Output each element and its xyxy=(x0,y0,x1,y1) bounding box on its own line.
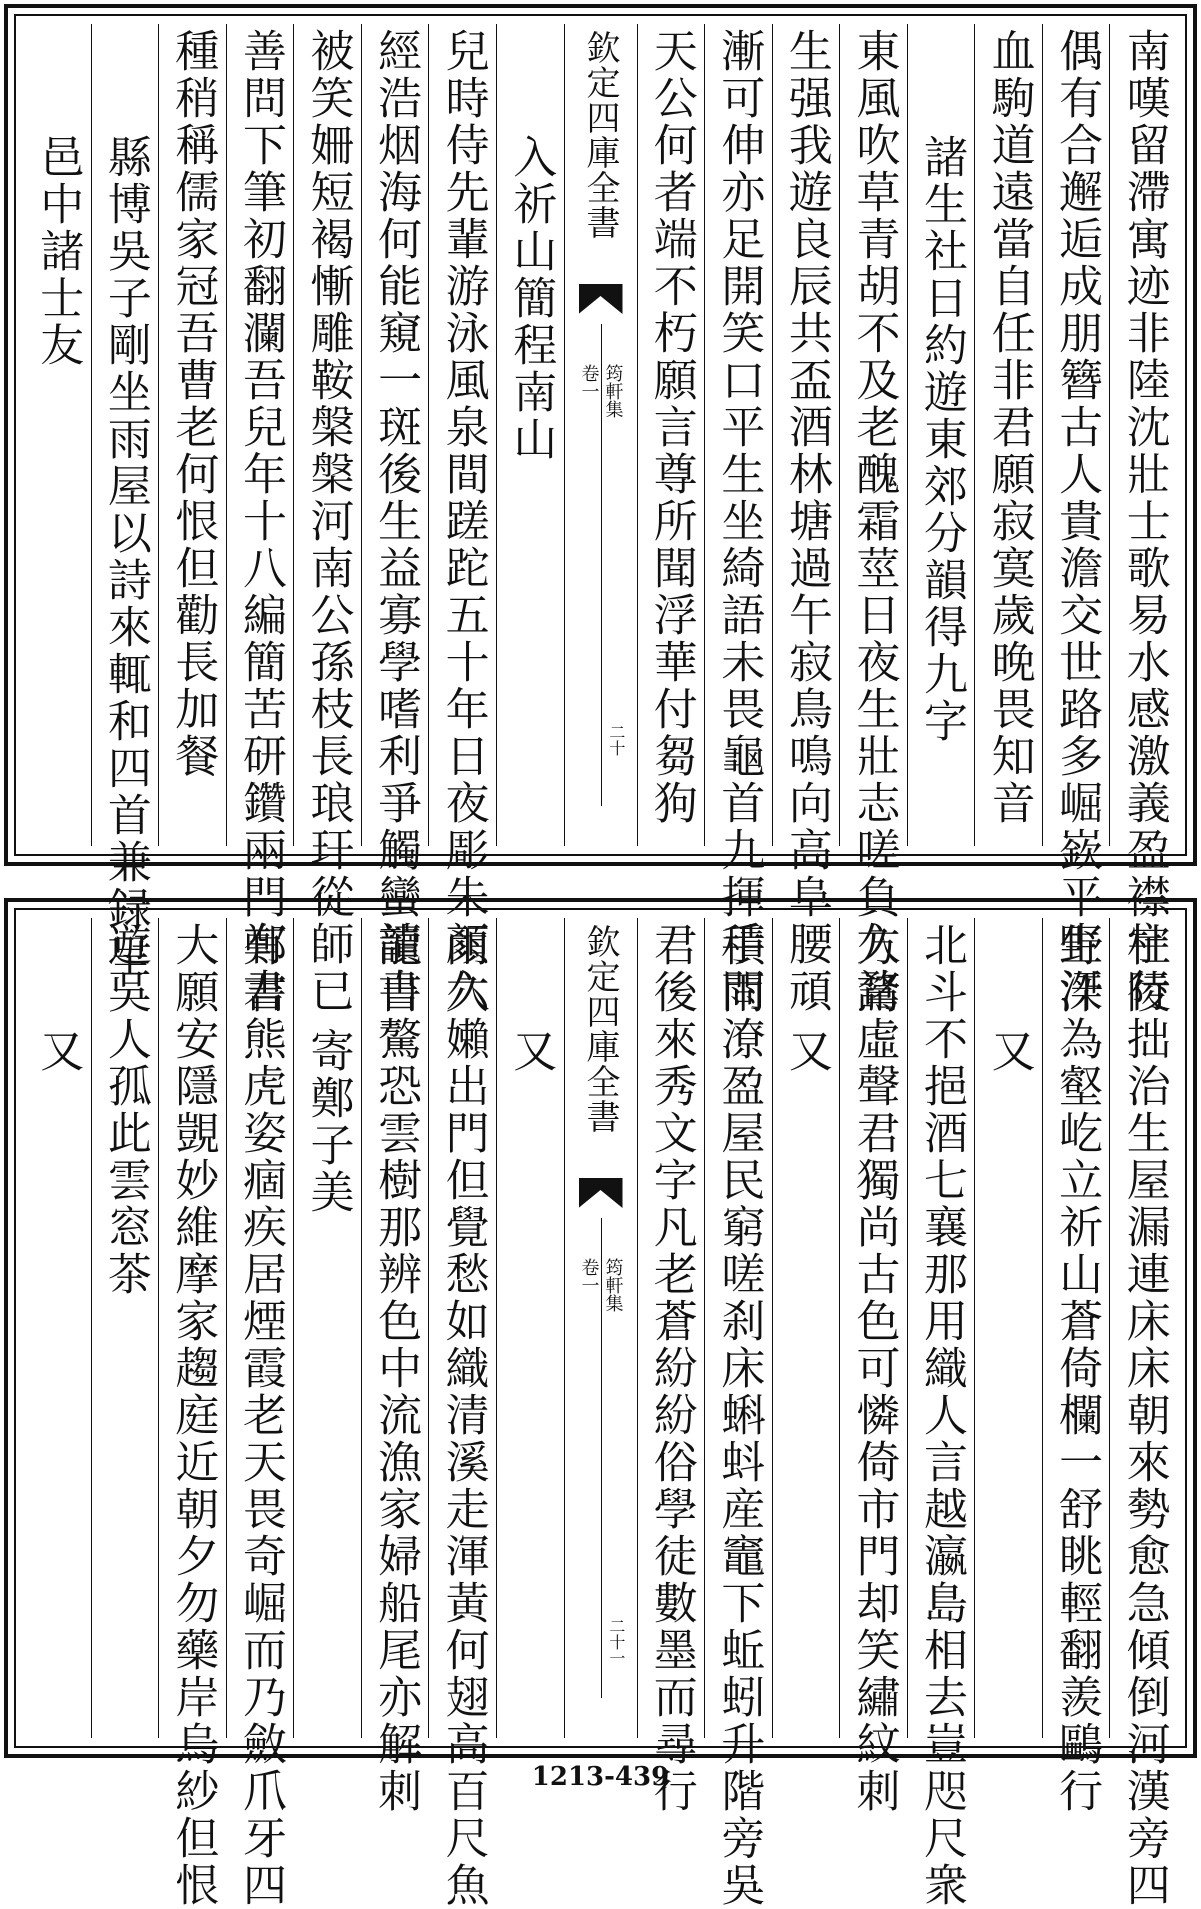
volume-label: 卷一 xyxy=(578,364,600,400)
column-text: 遊吳人孤此雲窓茶 xyxy=(99,922,151,1298)
column-text: 北斗不挹酒七襄那用織人言越瀛島相去豈咫尺衆 xyxy=(916,922,968,1909)
fish-tail-mark-icon xyxy=(579,284,623,314)
column-text: 大願安隱覬妙維摩家趨庭近朝夕勿藥岸烏紗但恨 xyxy=(167,922,219,1909)
column-text: 天公何者端不朽願言尊所聞浮華付芻狗 xyxy=(645,28,697,827)
column-text: 漸可伸亦足開笑口平生坐綺語未畏龜首九揮手問 xyxy=(713,28,765,1015)
column-text: 君後來秀文字凡老蒼紛紛俗學徒數墨而尋行 xyxy=(645,922,697,1815)
column-text: 又 xyxy=(983,1028,1035,1075)
top-page-frame xyxy=(4,4,1197,1015)
text-column xyxy=(974,24,1042,846)
volume-label: 卷一 xyxy=(578,1258,600,1294)
text-column xyxy=(1042,918,1110,1815)
column-text: 積雨潦盈屋民窮嗟刹床蝌蚪産竈下蚯蚓升階旁吳 xyxy=(713,922,765,1909)
text-column xyxy=(24,24,91,846)
text-column xyxy=(293,918,361,1738)
text-column xyxy=(496,918,564,1738)
text-column xyxy=(772,24,840,1015)
fish-tail-mark-icon xyxy=(579,1178,623,1208)
column-text: 又 xyxy=(505,1028,557,1075)
text-column xyxy=(839,918,907,1815)
text-column xyxy=(496,24,564,846)
column-text: 東風吹草青胡不及老醜霜莖日夜生壯志嗟負久諸 xyxy=(848,28,900,1015)
text-column xyxy=(91,918,159,1738)
column-text: 南嘆留滯寓迹非陸沈壯士歌易水感激義盈襟宇行 xyxy=(1118,28,1170,1015)
leaf-number: 二十 xyxy=(606,724,626,756)
column-text: 縣博吳子剛坐雨屋以詩來輒和四首兼録呈 xyxy=(99,134,151,980)
center-band xyxy=(564,918,637,1738)
column-text: 入祈山簡程南山 xyxy=(505,134,557,463)
collection-title: 欽定四庫全書 xyxy=(580,924,620,1134)
column-text: 被笑姍短褐慚雕鞍槃槃河南公孫枝長琅玕從師已 xyxy=(302,28,354,1015)
text-column xyxy=(637,918,705,1815)
collection-title: 欽定四庫全書 xyxy=(580,30,620,240)
text-column xyxy=(293,24,361,1015)
center-line xyxy=(601,1218,602,1698)
text-column xyxy=(907,918,975,1909)
column-text: 種稍稱儒家冠吾曹老何恨但勸長加餐 xyxy=(167,28,219,780)
text-column xyxy=(974,918,1042,1738)
column-text: 經浩烟海何能窺一斑後生益寡學嗜利爭觸蠻讀書 xyxy=(370,28,422,1015)
text-column xyxy=(91,24,159,980)
text-column xyxy=(24,918,91,1738)
column-text: 寄鄭子美 xyxy=(302,1028,354,1216)
text-column xyxy=(704,918,772,1909)
text-column xyxy=(158,24,226,846)
column-text: 生强我遊良辰共盃酒林塘過午寂鳥鳴向高阜腰頑 xyxy=(780,28,832,1015)
text-column xyxy=(772,918,840,1738)
center-line xyxy=(601,324,602,806)
text-column xyxy=(1109,24,1177,1015)
book-title: 筠軒集 xyxy=(602,364,624,418)
column-text: 方鶩虛聲君獨尚古色可憐倚市門却笑繡紋刺 xyxy=(848,922,900,1815)
text-column xyxy=(907,24,975,846)
top-columns xyxy=(24,24,1177,1015)
column-text: 又 xyxy=(780,1028,832,1075)
text-column xyxy=(704,24,772,1015)
text-column xyxy=(428,918,496,1909)
column-text: 諸生社日約遊東郊分韻得九字 xyxy=(916,134,968,745)
text-column xyxy=(226,24,294,1015)
text-column xyxy=(361,24,429,1015)
column-text: 善問下筆初翻瀾吾兒年十八編簡苦研鑽兩門有書 xyxy=(234,28,286,1015)
text-column xyxy=(1042,24,1110,1015)
book-title: 筠軒集 xyxy=(602,1258,624,1312)
column-text: 杜陵拙治生屋漏連床床朝來勢愈急傾倒河漢旁四 xyxy=(1118,922,1170,1909)
text-column xyxy=(839,24,907,1015)
text-column xyxy=(226,918,294,1909)
column-text: 邑中諸士友 xyxy=(32,134,84,369)
column-text: 雨久嬾出門但覺愁如織清溪走渾黃何翅高百尺魚 xyxy=(437,922,489,1909)
column-text: 偶有合邂逅成朋簪古人貴澹交世路多崛嶔平生汗 xyxy=(1051,28,1103,1015)
column-text: 龍自驁恐雲樹那辨色中流漁家婦船尾亦解刺 xyxy=(370,922,422,1815)
column-text: 野滐為壑屹立祈山蒼倚欄一舒眺輕翻羨鷗行 xyxy=(1051,922,1103,1815)
column-text: 兒時侍先輩游泳風泉間蹉跎五十年日夜彫朱顏六 xyxy=(437,28,489,1015)
column-text: 鄭君熊虎姿痼疾居煙霞老天畏奇崛而乃斂爪牙四 xyxy=(234,922,286,1909)
text-column xyxy=(1109,918,1177,1909)
text-column xyxy=(361,918,429,1815)
page-number: 1213-439 xyxy=(531,1762,670,1792)
column-text: 血駒道遠當自任非君願寂寞歲晚畏知音 xyxy=(983,28,1035,827)
text-column xyxy=(158,918,226,1909)
center-band xyxy=(564,24,637,846)
leaf-number: 二十一 xyxy=(606,1618,626,1666)
column-text: 又 xyxy=(32,1028,84,1075)
text-column xyxy=(637,24,705,846)
text-column xyxy=(428,24,496,1015)
